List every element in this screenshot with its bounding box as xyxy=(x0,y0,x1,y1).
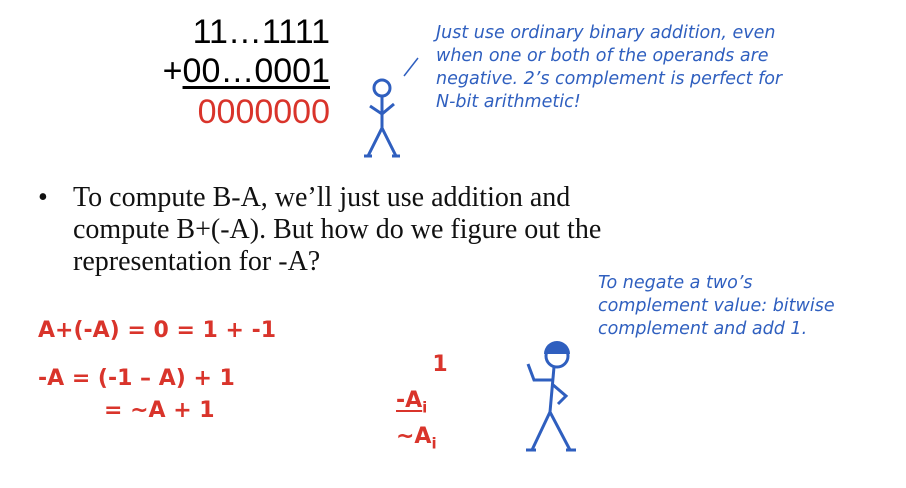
bullet-marker: • xyxy=(38,182,48,213)
equation-1: A+(-A) = 0 = 1 + -1 xyxy=(38,318,277,343)
sum-result: 0000000 xyxy=(197,93,330,131)
thinking-figure-icon xyxy=(508,332,588,462)
note-line: negative. 2’s complement is perfect for xyxy=(436,69,783,89)
note-line: N-bit arithmetic! xyxy=(436,92,581,112)
neg-a-subscript: i xyxy=(422,398,428,417)
operand-1: 11…1111 xyxy=(192,13,330,51)
bitwise-one: 1 xyxy=(432,352,448,377)
note-line: To negate a two’s xyxy=(598,273,753,293)
bullet-line: compute B+(-A). But how do we figure out the xyxy=(73,214,602,245)
bitwise-not-a xyxy=(396,424,437,452)
note-line: complement and add 1. xyxy=(598,319,808,339)
equation-2: -A = (-1 – A) + 1 xyxy=(38,366,235,391)
plus-sign: + xyxy=(162,52,183,90)
equation-3: = ~A + 1 xyxy=(104,398,215,423)
note-line: when one or both of the operands are xyxy=(436,46,769,66)
neg-a-label: -A xyxy=(396,388,423,413)
stick-figure-icon xyxy=(358,58,418,168)
bullet-line: representation for -A? xyxy=(73,246,321,277)
note-line: complement value: bitwise xyxy=(598,296,835,316)
note-line: Just use ordinary binary addition, even xyxy=(436,23,776,43)
not-a-label: ~A xyxy=(396,424,432,449)
negation-note xyxy=(598,272,898,341)
not-a-subscript: i xyxy=(431,434,437,453)
operand-2 xyxy=(150,53,330,89)
bullet-text xyxy=(73,182,853,278)
bitwise-neg-a xyxy=(396,388,427,416)
operand-2-value: 00…0001 xyxy=(182,52,330,90)
addition-note xyxy=(436,22,896,114)
bullet-line: To compute B-A, we’ll just use addition and xyxy=(73,182,571,213)
